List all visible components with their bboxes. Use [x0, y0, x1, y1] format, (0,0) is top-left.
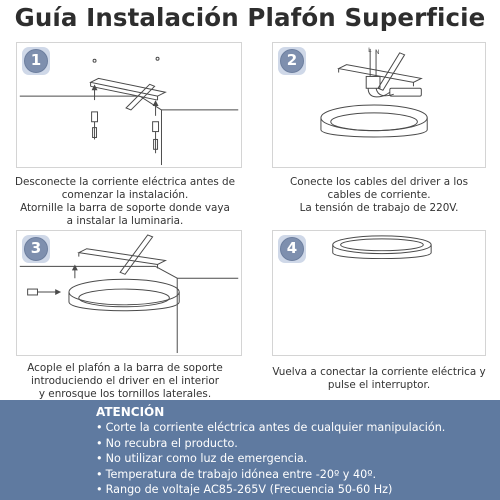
step-1-line-4: a instalar la luminaria. [66, 215, 184, 227]
step-1-number: 1 [24, 49, 48, 73]
step-4-number: 4 [280, 237, 304, 261]
step-3-panel [16, 230, 242, 356]
step-3-illustration [17, 231, 241, 355]
step-1-line-1: Desconecte la corriente eléctrica antes de [14, 176, 236, 188]
step-4-badge [278, 235, 306, 263]
step-3-line-2: introduciendo el driver en el interior [30, 375, 219, 387]
warning-item: • No recubra el producto. [96, 436, 445, 452]
step-2-panel [272, 42, 486, 168]
step-3-badge [22, 235, 50, 263]
step-2-badge [278, 47, 306, 75]
step-4-line-2: pulse el interruptor. [327, 379, 431, 391]
page-title: Guía Instalación Plafón Superficie [14, 3, 486, 32]
warning-item: • No utilizar como luz de emergencia. [96, 451, 445, 467]
step-3-caption [2, 362, 248, 401]
warning-item: • Rango de voltaje AC85-265V (Frecuencia 50-60 Hz) [96, 482, 445, 498]
step-1-panel [16, 42, 242, 168]
warning-panel [0, 400, 500, 500]
step-1-line-3: Atornille la barra de soporte donde vaya [20, 202, 230, 214]
step-1-badge [22, 47, 50, 75]
step-1-line-2: comenzar la instalación. [61, 189, 189, 201]
wire-label-l: L [368, 47, 372, 54]
step-3-number: 3 [24, 237, 48, 261]
step-2-line-3: La tensión de trabajo de 220V. [299, 202, 459, 214]
step-4-panel [272, 230, 486, 356]
warning-list [96, 420, 445, 498]
step-2-number: 2 [280, 49, 304, 73]
step-1-caption [2, 176, 248, 228]
step-2-line-2: cables de corriente. [327, 189, 431, 201]
warning-item: • Corte la corriente eléctrica antes de cualquier manipulación. [96, 420, 445, 436]
step-4-line-1: Vuelva a conectar la corriente eléctrica y [272, 366, 486, 378]
wire-label-n: N [375, 49, 380, 56]
step-4-caption [258, 366, 500, 392]
step-2-line-1: Conecte los cables del driver a los [289, 176, 469, 188]
step-1-illustration [17, 43, 241, 167]
step-2-caption [258, 176, 500, 215]
step-3-line-1: Acople el plafón a la barra de soporte [27, 362, 223, 374]
step-3-line-3: y enrosque los tornillos laterales. [38, 388, 212, 400]
warning-item: • Temperatura de trabajo idónea entre -20º y 40º. [96, 467, 445, 483]
warning-title: ATENCIÓN [96, 405, 165, 419]
